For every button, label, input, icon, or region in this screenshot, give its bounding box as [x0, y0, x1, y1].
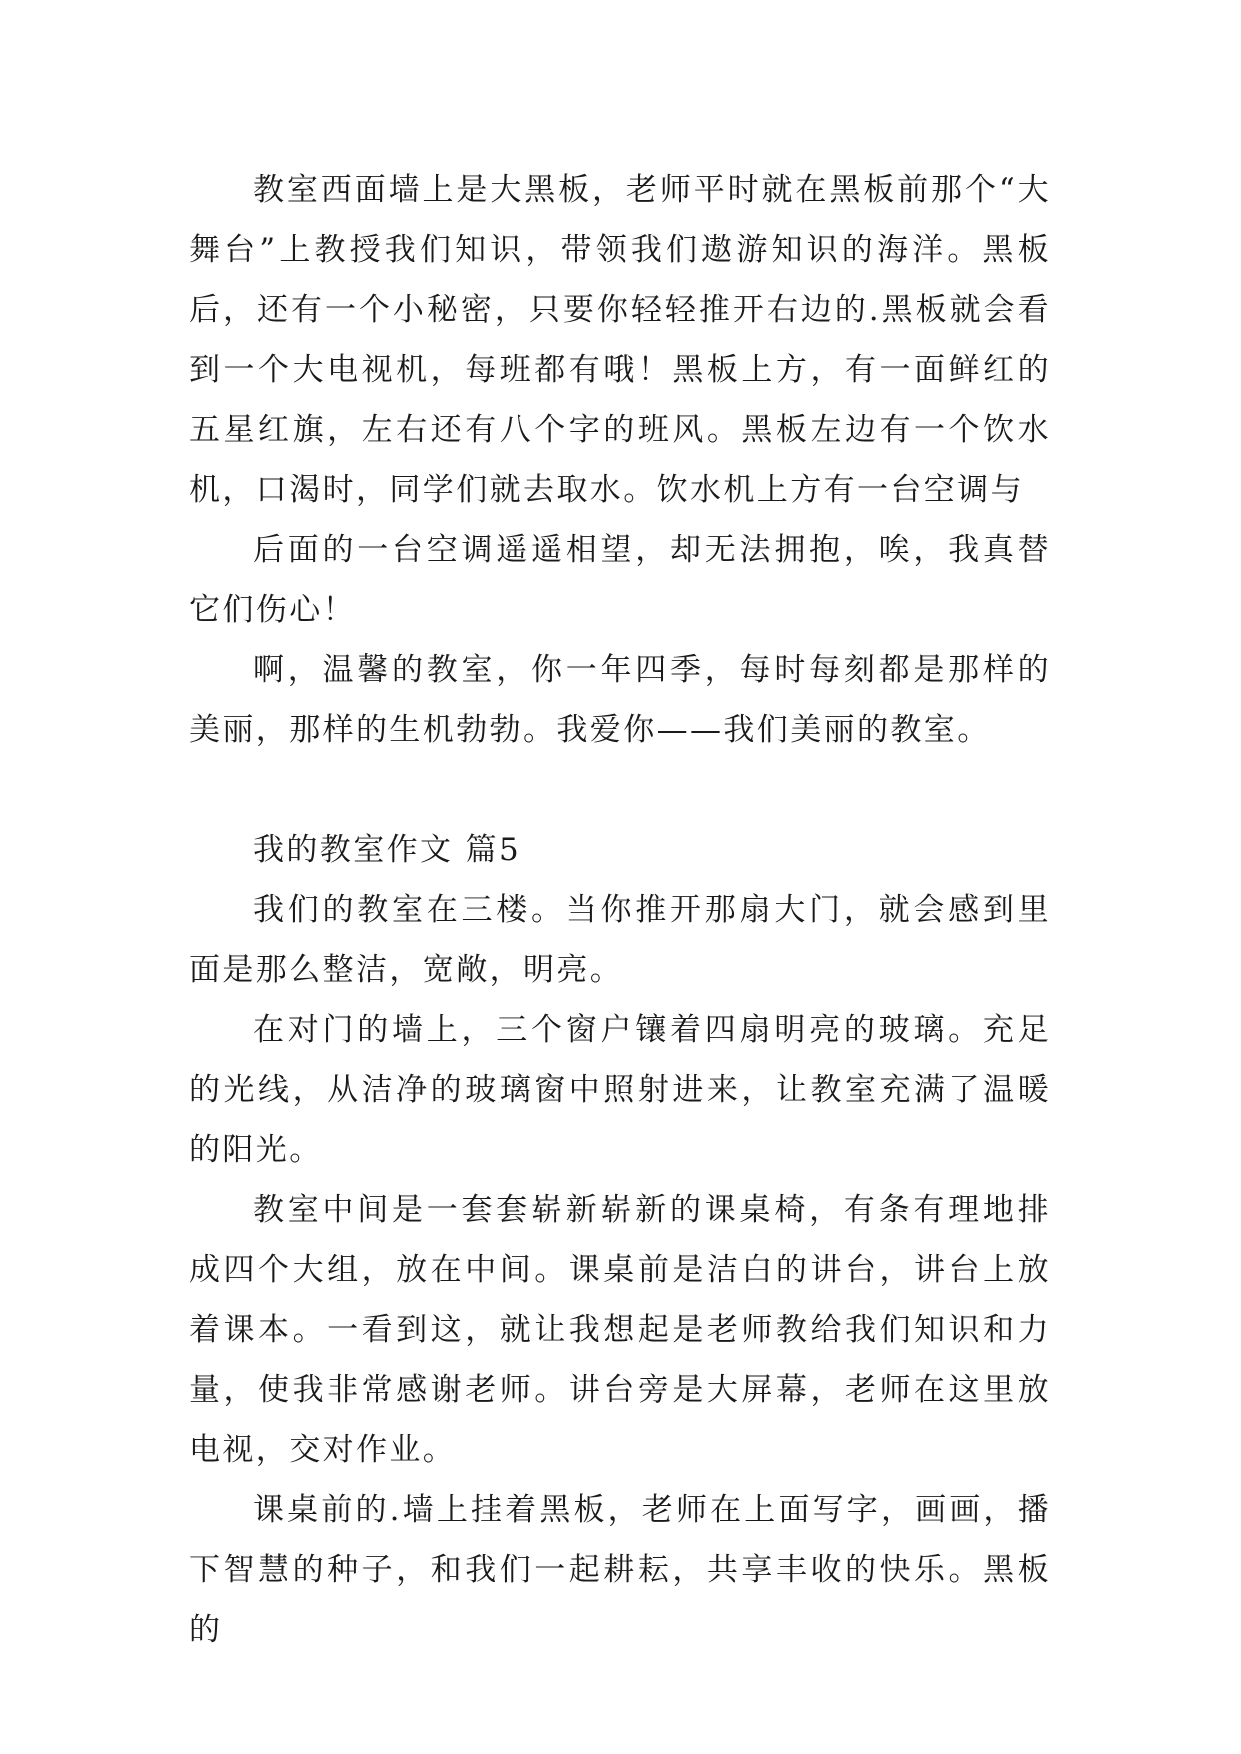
paragraph: 啊，温馨的教室，你一年四季，每时每刻都是那样的美丽，那样的生机勃勃。我爱你——我们美丽的教室。	[189, 652, 1051, 748]
paragraph: 教室西面墙上是大黑板，老师平时就在黑板前那个“大舞台”上教授我们知识，带领我们遨游知识的海洋。黑板后，还有一个小秘密，只要你轻轻推开右边的.黑板就会看到一个大电视机，每班都有哦！黑板上方，有一面鲜红的五星红旗，左右还有八个字的班风。黑板左边有一个饮水机，口渴时，同学们就去取水。饮水机上方有一台空调与	[189, 172, 1051, 508]
paragraph: 在对门的墙上，三个窗户镶着四扇明亮的玻璃。充足的光线，从洁净的玻璃窗中照射进来，让教室充满了温暖的阳光。	[189, 1012, 1051, 1168]
paragraph: 课桌前的.墙上挂着黑板，老师在上面写字，画画，播下智慧的种子，和我们一起耕耘，共享丰收的快乐。黑板的	[189, 1492, 1051, 1648]
paragraph: 后面的一台空调遥遥相望，却无法拥抱，唉，我真替它们伤心！	[189, 532, 1051, 628]
paragraph: 我们的教室在三楼。当你推开那扇大门，就会感到里面是那么整洁，宽敞，明亮。	[189, 892, 1051, 988]
document-body	[189, 160, 1051, 1660]
paragraph: 教室中间是一套套崭新崭新的课桌椅，有条有理地排成四个大组，放在中间。课桌前是洁白的讲台，讲台上放着课本。一看到这，就让我想起是老师教给我们知识和力量，使我非常感谢老师。讲台旁是大屏幕，老师在这里放电视，交对作业。	[189, 1192, 1051, 1468]
section-heading: 我的教室作文 篇5	[253, 832, 522, 868]
